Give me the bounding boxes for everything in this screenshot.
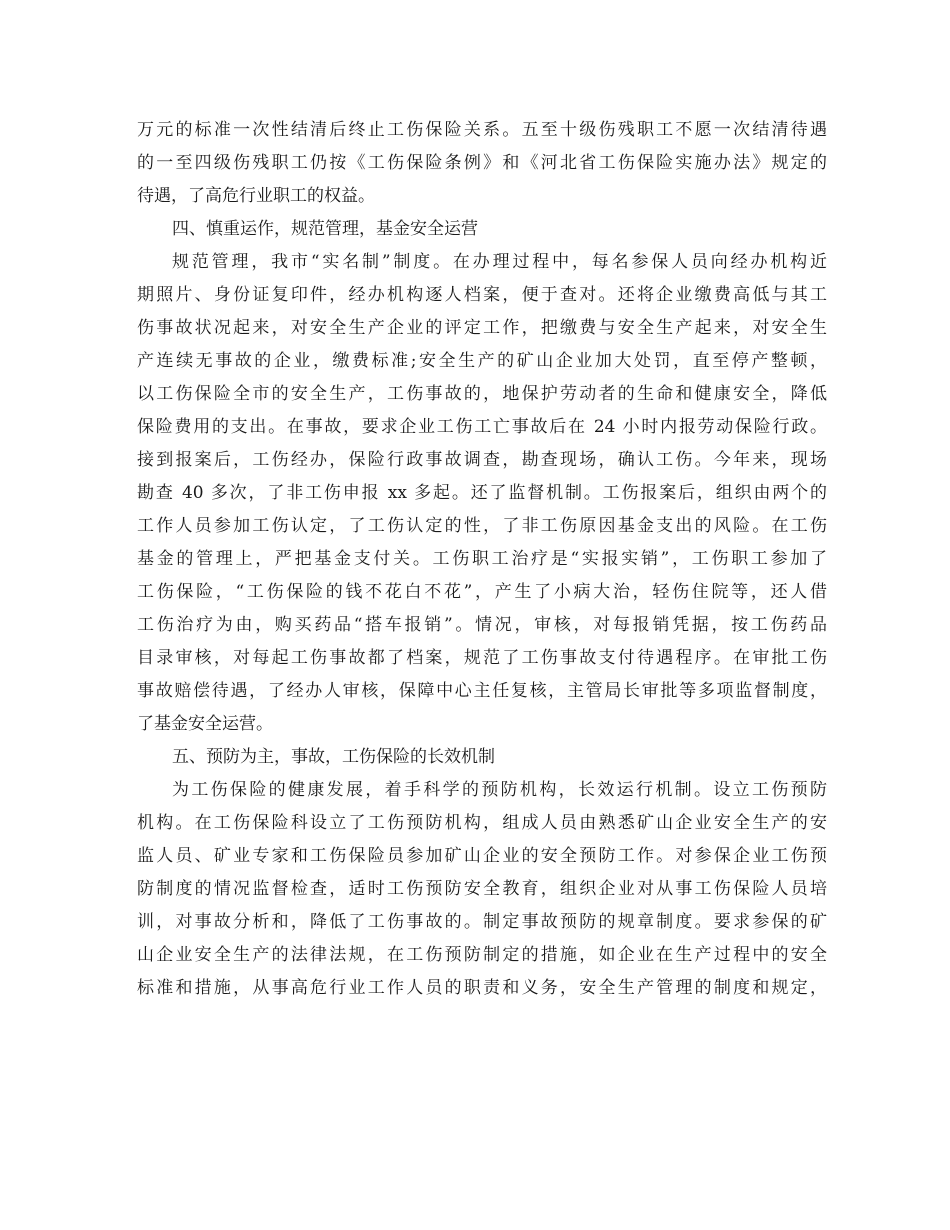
text-line: 保险费用的支出。在事故，要求企业工伤工亡事故后在 24 小时内报劳动保险行政。: [137, 417, 827, 437]
text-line: 万元的标准一次性结清后终止工伤保险关系。五至十级伤残职工不愿一次结清待遇: [137, 120, 827, 140]
text-line: 为工伤保险的健康发展，着手科学的预防机构，长效运行机制。设立工伤预防: [172, 780, 827, 800]
text-line: 的一至四级伤残职工仍按《工伤保险条例》和《河北省工伤保险实施办法》规定的: [137, 153, 827, 173]
text-line: 期照片、身份证复印件，经办机构逐人档案，便于查对。还将企业缴费高低与其工: [137, 285, 827, 305]
text-line: 监人员、矿业专家和工伤保险员参加矿山企业的安全预防工作。对参保企业工伤预: [137, 846, 827, 866]
text-line: 待遇，了高危行业职工的权益。: [137, 186, 375, 206]
text-line: 标准和措施，从事高危行业工作人员的职责和义务，安全生产管理的制度和规定，: [137, 978, 827, 998]
section-heading: 四、慎重运作，规范管理，基金安全运营: [172, 219, 478, 239]
text-line: 了基金安全运营。: [137, 714, 273, 734]
text-line: 规范管理，我市“实名制”制度。在办理过程中，每名参保人员向经办机构近: [172, 252, 827, 272]
text-line: 基金的管理上，严把基金支付关。工伤职工治疗是“实报实销”，工伤职工参加了: [137, 549, 827, 569]
text-line: 事故赔偿待遇，了经办人审核，保障中心主任复核，主管局长审批等多项监督制度，: [137, 681, 827, 701]
text-line: 山企业安全生产的法律法规，在工伤预防制定的措施，如企业在生产过程中的安全: [137, 945, 827, 965]
text-line: 工作人员参加工伤认定，了工伤认定的性，了非工伤原因基金支出的风险。在工伤: [137, 516, 827, 536]
text-line: 勘查 40 多次，了非工伤申报 xx 多起。还了监督机制。工伤报案后，组织由两个的: [137, 483, 827, 503]
text-line: 产连续无事故的企业，缴费标准;安全生产的矿山企业加大处罚，直至停产整顿，: [137, 351, 827, 371]
text-line: 工伤治疗为由，购买药品“搭车报销”。情况，审核，对每报销凭据，按工伤药品: [137, 615, 827, 635]
text-line: 以工伤保险全市的安全生产，工伤事故的，地保护劳动者的生命和健康安全，降低: [137, 384, 827, 404]
text-line: 机构。在工伤保险科设立了工伤预防机构，组成人员由熟悉矿山企业安全生产的安: [137, 813, 827, 833]
text-line: 伤事故状况起来，对安全生产企业的评定工作，把缴费与安全生产起来，对安全生: [137, 318, 827, 338]
text-line: 防制度的情况监督检查，适时工伤预防安全教育，组织企业对从事工伤保险人员培: [137, 879, 827, 899]
text-line: 接到报案后，工伤经办，保险行政事故调查，勘查现场，确认工伤。今年来，现场: [137, 450, 827, 470]
text-line: 工伤保险，“工伤保险的钱不花白不花”，产生了小病大治，轻伤住院等，还人借: [137, 582, 827, 602]
text-line: 训，对事故分析和，降低了工伤事故的。制定事故预防的规章制度。要求参保的矿: [137, 912, 827, 932]
document-body-text: [137, 114, 827, 1005]
text-line: 目录审核，对每起工伤事故都了档案，规范了工伤事故支付待遇程序。在审批工伤: [137, 648, 827, 668]
section-heading: 五、预防为主，事故，工伤保险的长效机制: [172, 747, 495, 767]
